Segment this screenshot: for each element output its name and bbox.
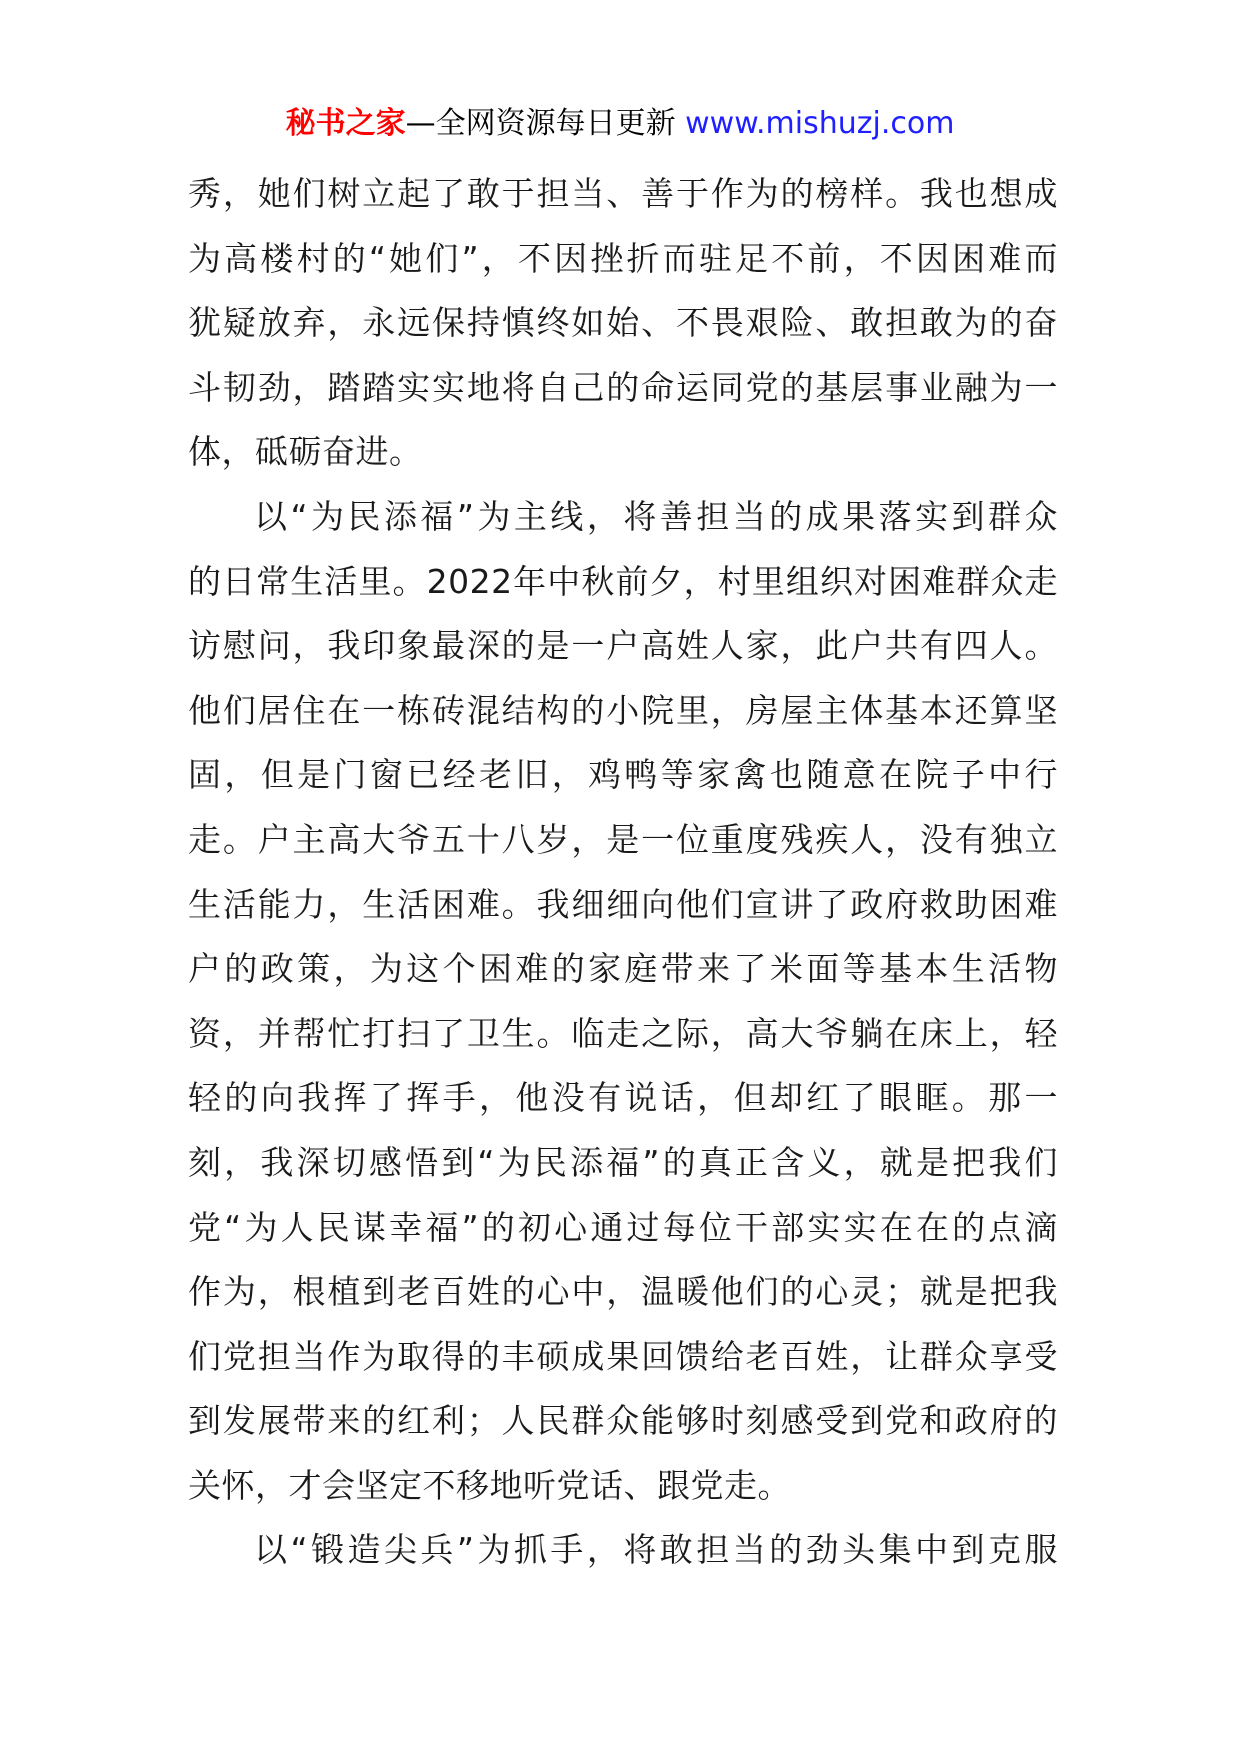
text-line: 固，但是门窗已经老旧，鸡鸭等家禽也随意在院子中行 bbox=[188, 755, 1058, 795]
text-line: 秀，她们树立起了敢于担当、善于作为的榜样。我也想成 bbox=[188, 174, 1058, 213]
text-line: 走。户主高大爷五十八岁，是一位重度残疾人，没有独立 bbox=[188, 819, 1058, 859]
text-line: 生活能力，生活困难。我细细向他们宣讲了政府救助困难 bbox=[188, 884, 1058, 924]
text-line: 犹疑放弃，永远保持慎终如始、不畏艰险、敢担敢为的奋 bbox=[188, 303, 1058, 343]
text-line: 到发展带来的红利；人民群众能够时刻感受到党和政府的 bbox=[188, 1401, 1058, 1441]
body-text bbox=[188, 162, 1058, 1583]
text-line: 关怀，才会坚定不移地听党话、跟党走。 bbox=[188, 1465, 791, 1505]
paragraph bbox=[188, 1518, 1058, 1583]
text-line: 访慰问，我印象最深的是一户高姓人家，此户共有四人。 bbox=[188, 626, 1058, 666]
text-line: 作为，根植到老百姓的心中，温暖他们的心灵；就是把我 bbox=[188, 1272, 1058, 1312]
header-brand: 秘书之家 bbox=[285, 106, 406, 141]
text-line: 户的政策，为这个困难的家庭带来了米面等基本生活物 bbox=[188, 949, 1058, 989]
paragraph bbox=[188, 162, 1058, 485]
text-line: 以“为民添福”为主线，将善担当的成果落实到群众 bbox=[254, 496, 1058, 536]
paragraph bbox=[188, 485, 1058, 1519]
page-header bbox=[0, 100, 1240, 148]
text-line: 党“为人民谋幸福”的初心通过每位干部实实在在的点滴 bbox=[188, 1207, 1058, 1247]
text-line: 斗韧劲，踏踏实实地将自己的命运同党的基层事业融为一 bbox=[188, 367, 1058, 407]
text-line: 的日常生活里。2022年中秋前夕，村里组织对困难群众走 bbox=[188, 561, 1058, 601]
text-line: 为高楼村的“她们”，不因挫折而驻足不前，不因困难而 bbox=[188, 238, 1058, 278]
text-line: 轻的向我挥了挥手，他没有说话，但却红了眼眶。那一 bbox=[188, 1078, 1058, 1118]
text-line: 以“锻造尖兵”为抓手，将敢担当的劲头集中到克服 bbox=[254, 1530, 1058, 1570]
text-line: 刻，我深切感悟到“为民添福”的真正含义，就是把我们 bbox=[188, 1142, 1058, 1182]
text-line: 体，砥砺奋进。 bbox=[188, 432, 423, 472]
text-line: 资，并帮忙打扫了卫生。临走之际，高大爷躺在床上，轻 bbox=[188, 1013, 1058, 1053]
header-tagline: —全网资源每日更新 bbox=[405, 106, 686, 141]
header-url-link[interactable]: www.mishuzj.com bbox=[685, 106, 955, 141]
text-line: 们党担当作为取得的丰硕成果回馈给老百姓，让群众享受 bbox=[188, 1336, 1058, 1376]
text-line: 他们居住在一栋砖混结构的小院里，房屋主体基本还算坚 bbox=[188, 690, 1058, 730]
